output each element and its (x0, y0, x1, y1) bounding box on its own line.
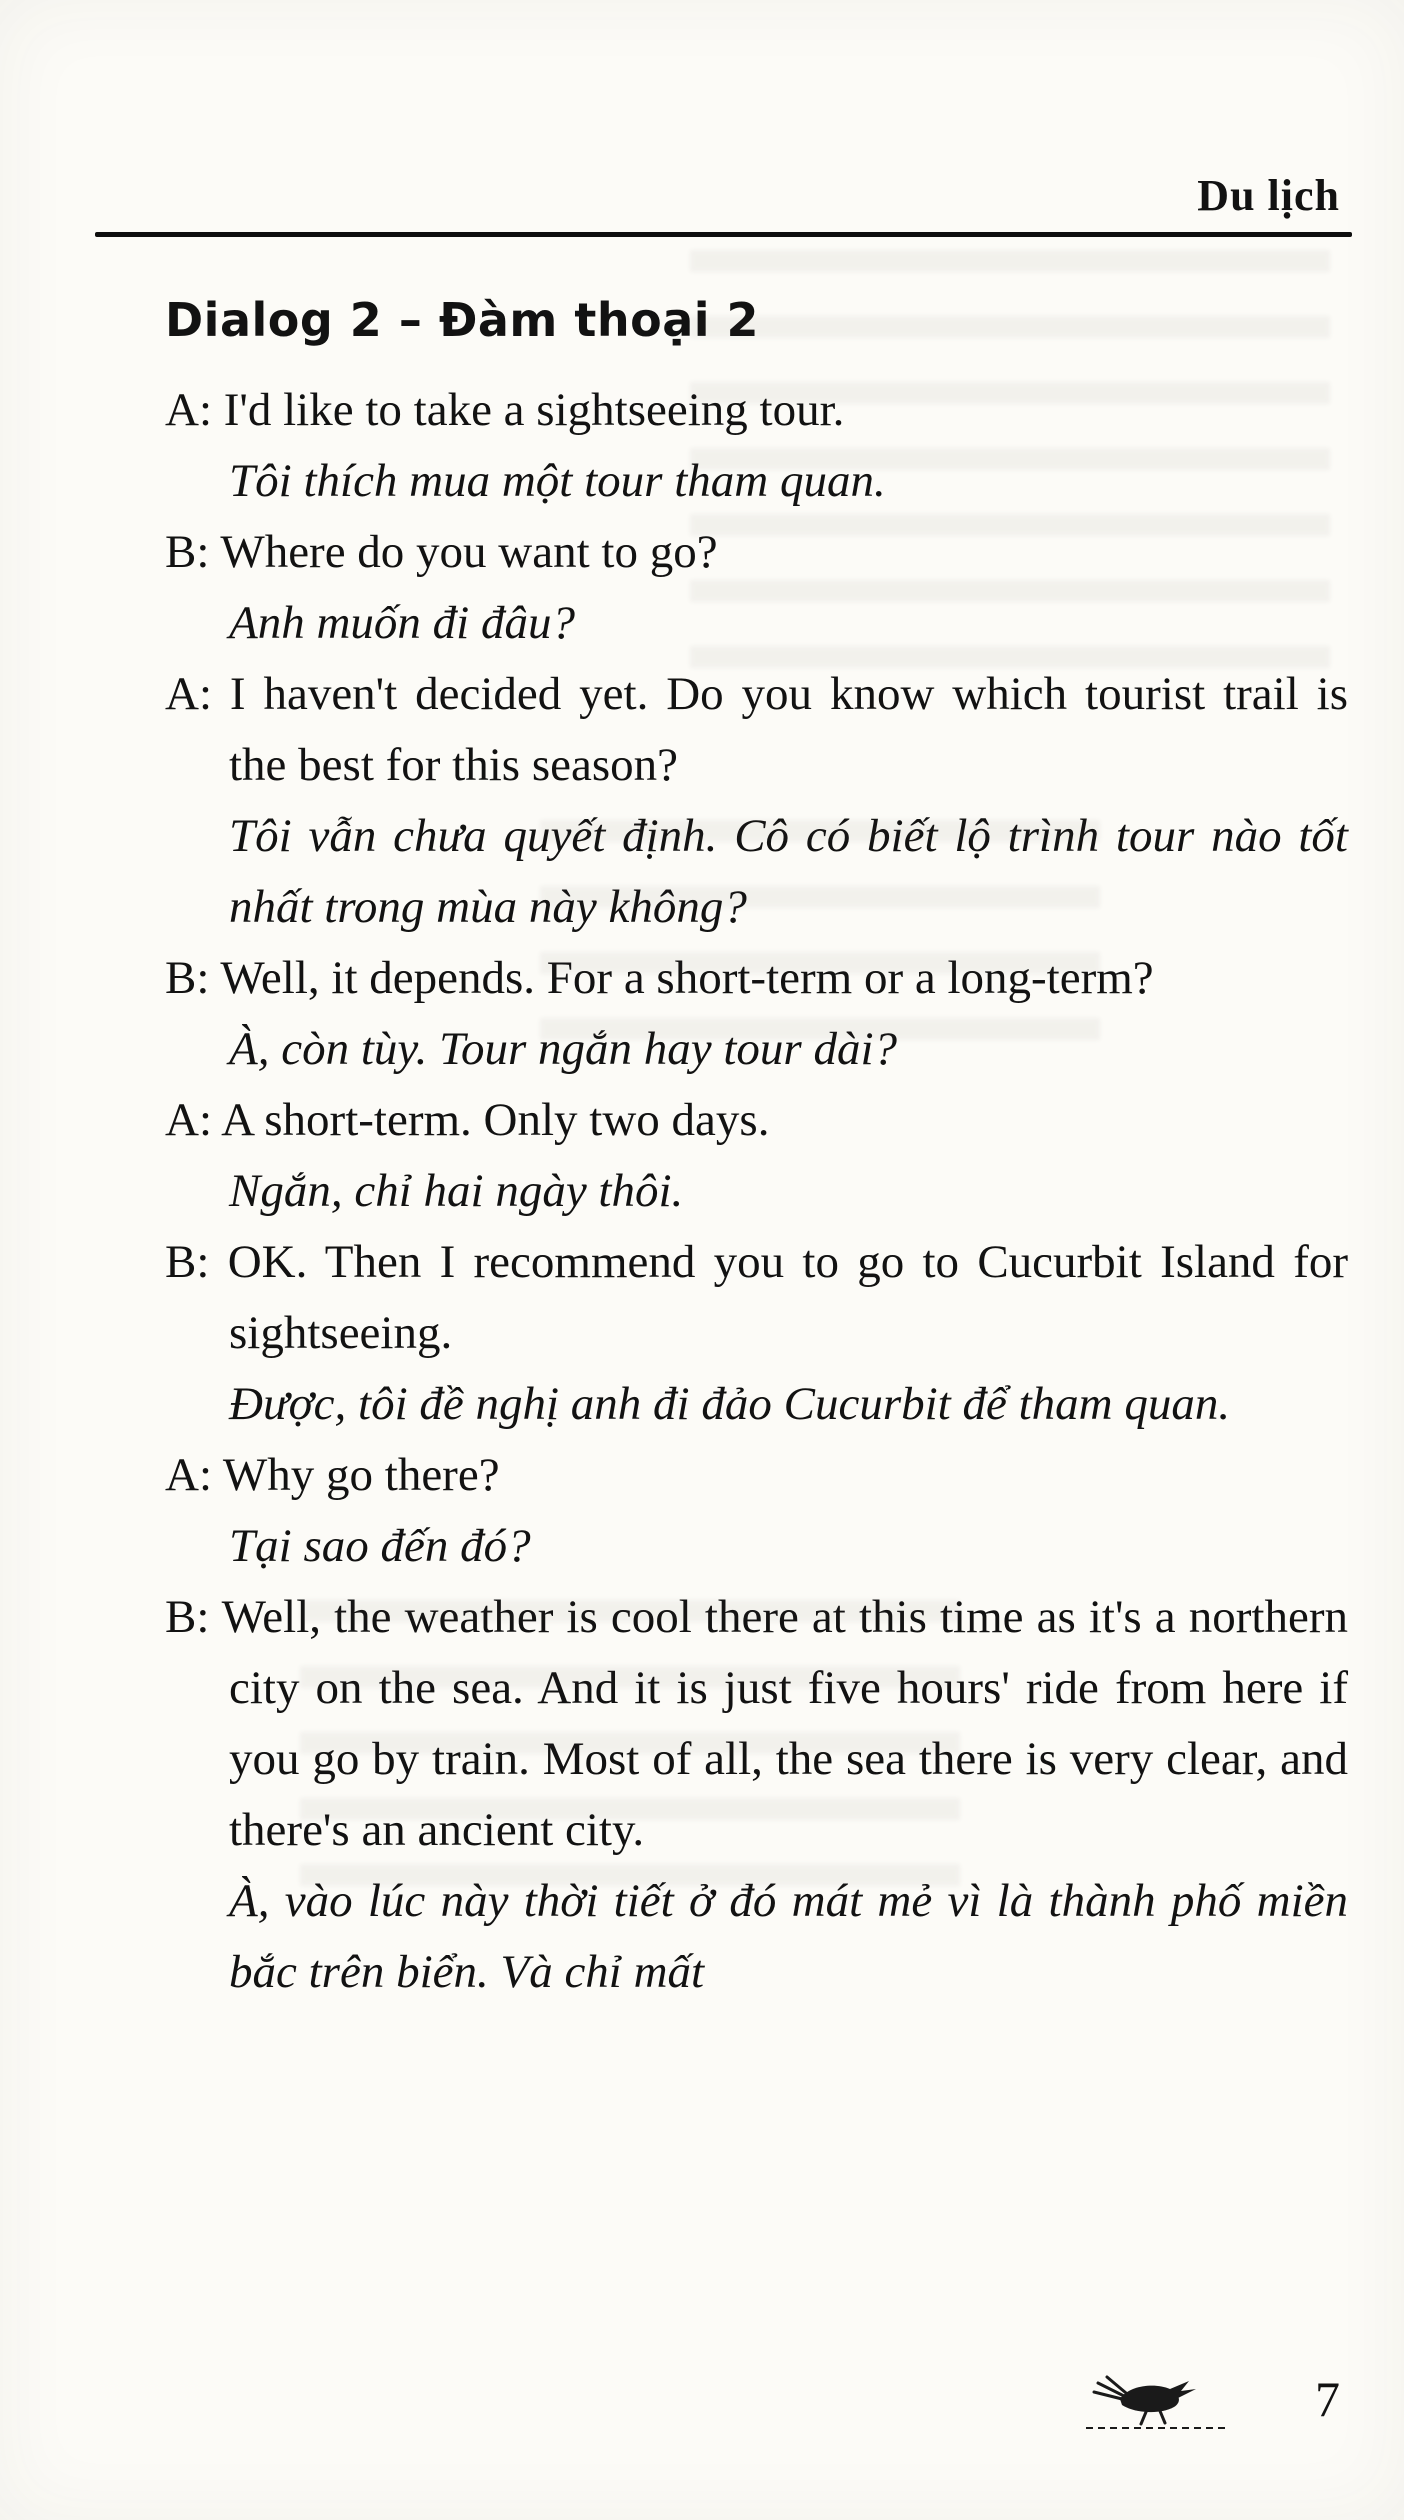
vietnamese-line: Tôi thích mua một tour tham quan. (229, 455, 886, 507)
speaker-label: A: (165, 1449, 212, 1501)
english-line (165, 1227, 1348, 1369)
speaker-label: B: (165, 526, 210, 578)
vietnamese-line: Được, tôi đề nghị anh đi đảo Cucurbit để tham quan. (229, 1378, 1231, 1430)
english-text: Well, the weather is cool there at this time as it's a northern city on the sea. And it is just five hours' ride from here if you go by train. Most of all, the sea there is very clear, and there's an ancient city. (221, 1591, 1348, 1856)
english-text: Where do you want to go? (220, 526, 718, 578)
speaker-label: A: (165, 668, 212, 720)
dialog-entry (165, 943, 1348, 1085)
page-number: 7 (1315, 2371, 1340, 2427)
english-text: Well, it depends. For a short-term or a long-term? (220, 952, 1154, 1004)
page-content (165, 293, 1348, 2008)
speaker-label: B: (165, 952, 210, 1004)
english-line (165, 659, 1348, 801)
vietnamese-line: À, vào lúc này thời tiết ở đó mát mẻ vì là thành phố miền bắc trên biển. Và chỉ mất (229, 1875, 1348, 1998)
dialog-entry (165, 1440, 1348, 1582)
dialog-entry (165, 1085, 1348, 1227)
bird-sketch-icon (1076, 2362, 1236, 2432)
speaker-label: B: (165, 1591, 210, 1643)
speaker-label: B: (165, 1236, 210, 1288)
english-line (165, 943, 1348, 1014)
speaker-label: A: (165, 384, 212, 436)
dialog-entry (165, 375, 1348, 517)
english-text: Why go there? (222, 1449, 500, 1501)
vietnamese-line: Anh muốn đi đâu? (229, 597, 575, 649)
english-line (165, 1440, 1348, 1511)
dialog-title: Dialog 2 – Đàm thoại 2 (165, 293, 760, 347)
english-line (165, 375, 1348, 446)
english-text: I haven't decided yet. Do you know which tourist trail is the best for this season? (229, 668, 1349, 791)
english-line (165, 1582, 1348, 1866)
dialog-entry (165, 1227, 1348, 1440)
section-label: Du lịch (1197, 171, 1340, 220)
english-line (165, 1085, 1348, 1156)
dialog-entry (165, 1582, 1348, 2008)
vietnamese-line: À, còn tùy. Tour ngắn hay tour dài? (229, 1023, 898, 1075)
header-rule (95, 232, 1352, 237)
dialog-entry (165, 517, 1348, 659)
english-text: OK. Then I recommend you to go to Cucurbit Island for sightseeing. (227, 1236, 1349, 1359)
vietnamese-line: Tại sao đến đó? (229, 1520, 531, 1572)
dialog-entry (165, 659, 1348, 943)
english-text: A short-term. Only two days. (221, 1094, 770, 1146)
vietnamese-line: Ngắn, chỉ hai ngày thôi. (229, 1165, 684, 1217)
vietnamese-line: Tôi vẫn chưa quyết định. Cô có biết lộ trình tour nào tốt nhất trong mùa này không? (229, 810, 1348, 933)
speaker-label: A: (165, 1094, 212, 1146)
english-text: I'd like to take a sightseeing tour. (223, 384, 845, 436)
english-line (165, 517, 1348, 588)
